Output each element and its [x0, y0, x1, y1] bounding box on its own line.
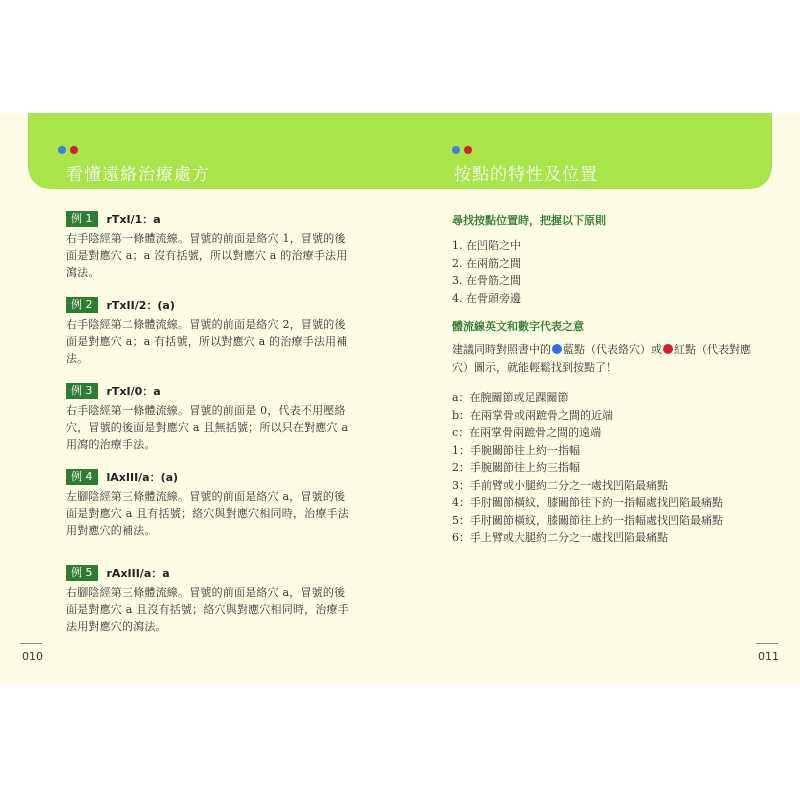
red-dot-icon: [663, 344, 673, 354]
example-badge: 例 2: [66, 297, 98, 313]
header-dots-left: [58, 146, 78, 154]
example-formula: rTxI/0：a: [106, 385, 161, 398]
red-dot-icon: [70, 146, 78, 154]
example-badge: 例 1: [66, 211, 98, 227]
example-text: 右手陰經第一條體流線。冒號的前面是絡穴 1，冒號的後面是對應穴 a；a 沒有括號，所以對應穴 a 的治療手法用瀉法。: [66, 232, 348, 279]
intro-blue-label: 藍點（代表絡穴）或: [563, 343, 662, 356]
page-number-left: 010: [22, 650, 43, 663]
example-formula: lAxIII/a：(a): [106, 471, 179, 484]
blue-dot-icon: [552, 344, 562, 354]
example-formula: rTxII/2：(a): [106, 299, 175, 312]
codes-list: [452, 389, 772, 547]
red-dot-icon: [464, 146, 472, 154]
example-1: [66, 211, 356, 281]
page-number-right: 011: [758, 650, 779, 663]
list-item: 1. 在凹陷之中: [452, 239, 521, 252]
acupoint-column: [452, 213, 772, 547]
list-item: 3. 在骨筋之間: [452, 274, 521, 287]
example-text: 右手陰經第二條體流線。冒號的前面是絡穴 2，冒號的後面是對應穴 a；a 有括號，所以對應穴 a 的治療手法用補法。: [66, 318, 348, 365]
blue-dot-icon: [452, 146, 460, 154]
list-item: 2：手腕關節往上約三指幅: [452, 461, 580, 474]
page-number-rule-right: [756, 643, 778, 644]
intro-text: 建議同時對照書中的: [452, 343, 551, 356]
header-dots-right: [452, 146, 472, 154]
example-formula: rAxIII/a：a: [106, 567, 170, 580]
list-item: b：在兩掌骨或兩蹠骨之間的近端: [452, 408, 614, 422]
principles-heading: 尋找按點位置時，把握以下原則: [452, 214, 606, 227]
codes-heading: 體流線英文和數字代表之意: [452, 320, 584, 333]
list-item: c：在兩掌骨兩蹠骨之間的遠端: [452, 426, 602, 439]
intro-red-label: 紅點（代表對應穴）圖示，就能輕鬆找到按點了！: [452, 343, 751, 374]
page-number-rule-left: [20, 643, 42, 644]
intro-paragraph: [452, 341, 762, 377]
example-text: 左腳陰經第三條體流線。冒號的前面是絡穴 a，冒號的後面是對應穴 a 且有括號；絡穴與對應穴相同時，治療手法用對應穴的補法。: [66, 490, 349, 537]
list-item: a：在腕關節或足踝關節: [452, 391, 569, 404]
list-item: 1：手腕關節往上約一指幅: [452, 443, 580, 457]
example-2: [66, 297, 356, 367]
left-page-title: 看懂遠絡治療處方: [66, 165, 210, 185]
list-item: 5：手肘關節橫紋，膝關節往上約一指幅處找凹陷最痛點: [452, 513, 723, 527]
list-item: 2. 在兩筋之間: [452, 256, 521, 270]
principles-list: [452, 237, 772, 307]
book-spread: [0, 113, 800, 684]
list-item: 6：手上臂或大腿約二分之一處找凹陷最痛點: [452, 531, 668, 544]
list-item: 3：手前臂或小腿約二分之一處找凹陷最痛點: [452, 478, 668, 492]
right-header-band: [402, 113, 772, 189]
example-3: [66, 383, 356, 453]
example-5: [66, 565, 356, 635]
list-item: 4：手肘關節橫紋，膝關節往下約一指幅處找凹陷最痛點: [452, 496, 723, 509]
example-badge: 例 3: [66, 383, 98, 399]
example-text: 右手陰經第一條體流線。冒號的前面是 0，代表不用壓絡穴，冒號的後面是對應穴 a 且無括號；所以只在對應穴 a 用瀉的治療手法。: [66, 404, 349, 451]
right-page-title: 按點的特性及位置: [454, 165, 598, 185]
example-formula: rTxI/1：a: [106, 213, 161, 226]
list-item: 4. 在骨頭旁邊: [452, 291, 521, 305]
left-header-band: [28, 113, 402, 189]
example-badge: 例 5: [66, 565, 98, 581]
blue-dot-icon: [58, 146, 66, 154]
example-text: 右腳陰經第三條體流線。冒號的前面是絡穴 a，冒號的後面是對應穴 a 且沒有括號；絡穴與對應穴相同時，治療手法用對應穴的瀉法。: [66, 586, 349, 633]
example-4: [66, 469, 356, 539]
example-badge: 例 4: [66, 469, 98, 485]
examples-column: [66, 211, 356, 635]
